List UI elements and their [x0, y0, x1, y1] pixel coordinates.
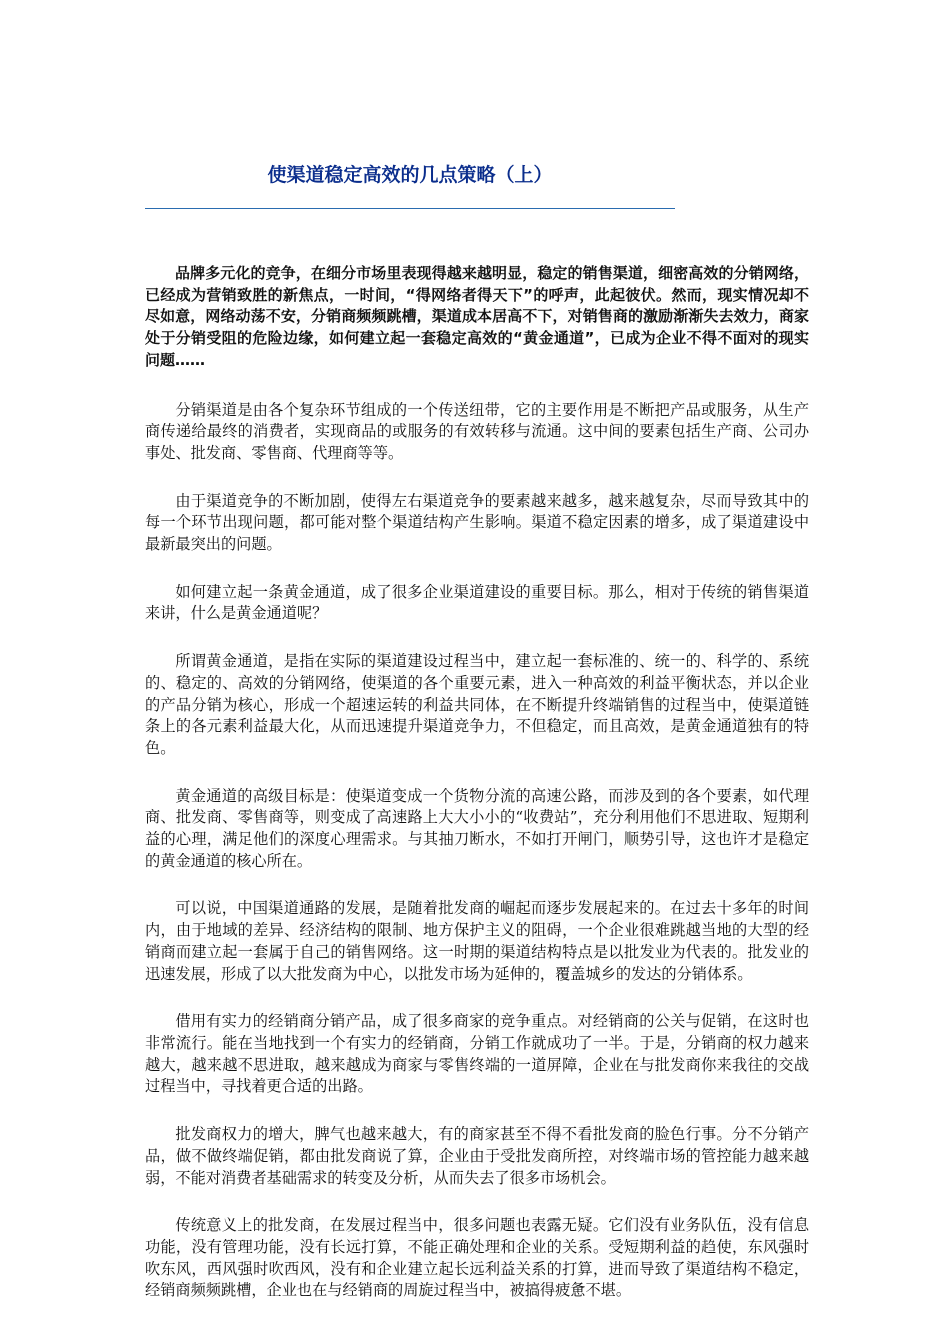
title-underline — [145, 208, 675, 209]
paragraph-8: 批发商权力的增大，脾气也越来越大，有的商家甚至不得不看批发商的脸色行事。分不分销产品，做不做终端促销，都由批发商说了算，企业由于受批发商所控，对终端市场的管控能力越来越弱，不能对消费者基础需求的转变及分析，从而失去了很多市场机会。 — [145, 1125, 809, 1187]
paragraph-2: 由于渠道竞争的不断加剧，使得左右渠道竞争的要素越来越多，越来越复杂，尽而导致其中的每一个环节出现问题，都可能对整个渠道结构产生影响。渠道不稳定因素的增多，成了渠道建设中最新最突出的问题。 — [145, 491, 809, 554]
paragraph-7: 借用有实力的经销商分销产品，成了很多商家的竞争重点。对经销商的公关与促销，在这时也非常流行。能在当地找到一个有实力的经销商，分销工作就成功了一半。于是，分销商的权力越来越大，越来越不思进取，越来越成为商家与零售终端的一道屏障，企业在与批发商你来我往的交战过程当中，寻找着更合适的出路。 — [145, 1012, 809, 1096]
paragraph-1: 分销渠道是由各个复杂环节组成的一个传送纽带，它的主要作用是不断把产品或服务，从生产商传递给最终的消费者，实现商品的或服务的有效转移与流通。这中间的要素包括生产商、公司办事处、批发商、零售商、代理商等等。 — [145, 400, 809, 462]
article-body — [145, 263, 809, 1328]
paragraph-4: 所谓黄金通道，是指在实际的渠道建设过程当中，建立起一套标准的、统一的、科学的、系统的、稳定的、高效的分销网络，使渠道的各个重要元素，进入一种高效的利益平衡状态，并以企业的产品分销为核心，形成一个超速运转的利益共同体，在不断提升终端销售的过程当中，使渠道链条上的各元素利益最大化，从而迅速提升渠道竞争力，不但稳定，而且高效，是黄金通道独有的特色。 — [145, 652, 809, 757]
paragraph-6: 可以说，中国渠道通路的发展，是随着批发商的崛起而逐步发展起来的。在过去十多年的时间内，由于地域的差异、经济结构的限制、地方保护主义的阻碍，一个企业很难跳越当地的大型的经销商而建立起一套属于自己的销售网络。这一时期的渠道结构特点是以批发业为代表的。批发业的迅速发展，形成了以大批发商为中心，以批发市场为延伸的，覆盖城乡的发达的分销体系。 — [145, 899, 809, 983]
lead-paragraph: 品牌多元化的竞争，在细分市场里表现得越来越明显，稳定的销售渠道，细密高效的分销网络，已经成为营销致胜的新焦点，一时间，“得网络者得天下”的呼声，此起彼伏。然而，现实情况却不尽如意，网络动荡不安，分销商频频跳槽，渠道成本居高不下，对销售商的激励渐渐失去效力，商家处于分销受阻的危险边缘，如何建立起一套稳定高效的“黄金通道”，已成为企业不得不面对的现实问题…… — [145, 264, 809, 369]
paragraph-9: 传统意义上的批发商，在发展过程当中，很多问题也表露无疑。它们没有业务队伍，没有信息功能，没有管理功能，没有长远打算，不能正确处理和企业的关系。受短期利益的趋使，东风强时吹东风，西风强时吹西风，没有和企业建立起长远利益关系的打算，进而导致了渠道结构不稳定，经销商频频跳槽，企业也在与经销商的周旋过程当中，被搞得疲惫不堪。 — [145, 1216, 809, 1300]
paragraph-3: 如何建立起一条黄金通道，成了很多企业渠道建设的重要目标。那么，相对于传统的销售渠道来讲，什么是黄金通道呢？ — [145, 582, 809, 623]
paragraph-5: 黄金通道的高级目标是：使渠道变成一个货物分流的高速公路，而涉及到的各个要素，如代理商、批发商、零售商等，则变成了高速路上大大小小的“收费站”，充分利用他们不思进取、短期利益的心理，满足他们的深度心理需求。与其抽刀断水，不如打开闸门，顺势引导，这也许才是稳定的黄金通道的核心所在。 — [145, 786, 809, 870]
page-title: 使渠道稳定高效的几点策略（上） — [267, 164, 553, 186]
